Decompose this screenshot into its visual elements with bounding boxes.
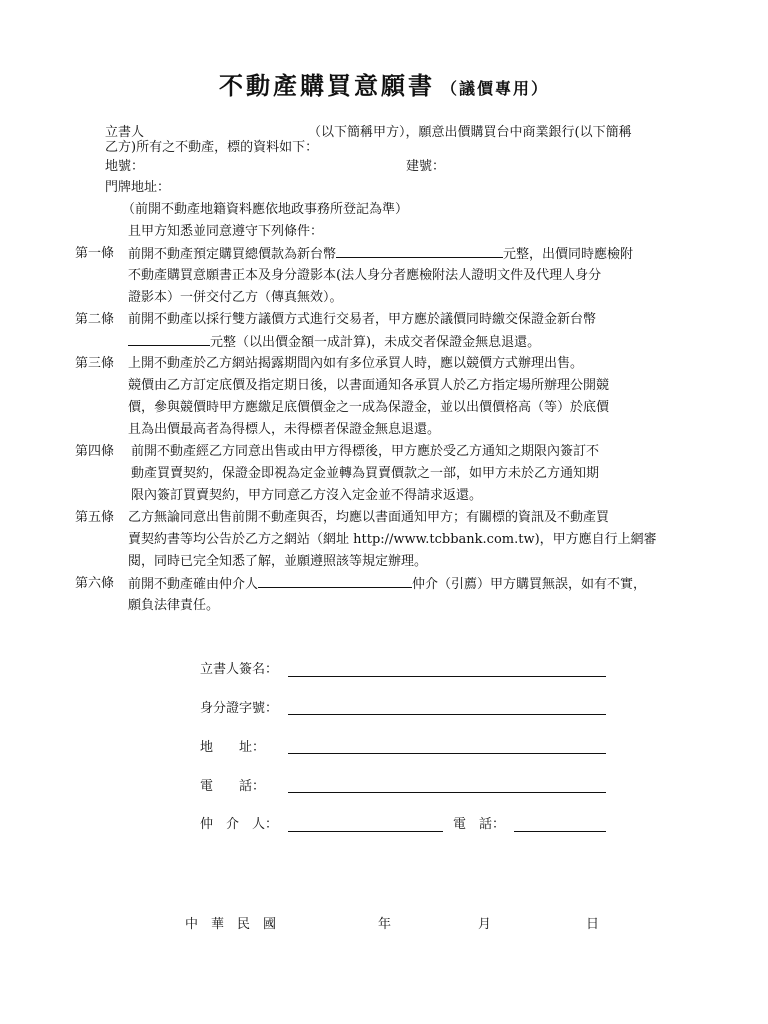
intro-line-1-suffix: （以下簡稱甲方），願意出價購買台中商業銀行(以下簡稱 xyxy=(308,125,632,140)
article-4-line-2: 動產買賣契約，保證金即視為定金並轉為買賣價款之一部，如甲方未於乙方通知期 xyxy=(131,466,600,481)
phone-field[interactable] xyxy=(288,792,606,793)
article-3-line-1: 上開不動產於乙方網站揭露期間內如有多位承買人時，應以競價方式辦理出售。 xyxy=(128,356,584,371)
article-5-line-1: 乙方無論同意出售前開不動產與否，均應以書面通知甲方；有關標的資訊及不動產買 xyxy=(128,510,610,525)
article-6-label: 第六條 xyxy=(75,576,115,591)
article-2-line-2 xyxy=(128,332,540,353)
deposit-blank xyxy=(128,332,210,346)
registry-note: （前開不動產地籍資料應依地政事務所登記為準） xyxy=(122,202,409,217)
article-5-line-3: 閱，同時已完全知悉了解，並願遵照該等規定辦理。 xyxy=(128,554,428,569)
agent-field[interactable] xyxy=(288,831,443,832)
address-sign-field[interactable] xyxy=(288,753,606,754)
date-month: 月 xyxy=(478,917,492,932)
id-number-label: 身分證字號： xyxy=(200,701,279,716)
article-6-text-pre: 前開不動產確由仲介人 xyxy=(128,577,259,592)
article-1-text-post: 元整，出價同時應檢附 xyxy=(503,247,634,262)
article-4-label: 第四條 xyxy=(75,444,115,459)
agent-label: 仲 介 人： xyxy=(200,817,279,832)
article-1-line-1 xyxy=(128,244,633,265)
signer-name-field[interactable] xyxy=(288,676,606,677)
agent-phone-field[interactable] xyxy=(514,831,606,832)
date-year: 年 xyxy=(378,917,392,932)
land-no-label: 地號： xyxy=(105,159,145,174)
article-3-label: 第三條 xyxy=(75,356,115,371)
id-number-field[interactable] xyxy=(288,714,606,715)
document-title xyxy=(0,66,768,101)
article-4-line-1: 前開不動產經乙方同意出售或由甲方得標後，甲方應於受乙方通知之期限內簽訂不 xyxy=(131,444,600,459)
address-sign-label: 地 址： xyxy=(200,740,266,755)
building-no-label: 建號： xyxy=(406,159,446,174)
address-label: 門牌地址： xyxy=(105,180,171,195)
phone-label: 電 話： xyxy=(200,779,266,794)
article-3-line-2: 競價由乙方訂定底價及指定期日後，以書面通知各承買人於乙方指定場所辦理公開競 xyxy=(128,378,610,393)
article-1-line-3: 證影本）一併交付乙方（傳真無效）。 xyxy=(128,290,343,305)
date-era: 中 華 民 國 xyxy=(185,917,277,932)
article-6-text-post: 仲介（引薦）甲方購買無誤，如有不實， xyxy=(412,577,647,592)
intro-signer-label: 立書人 xyxy=(105,125,145,140)
article-1-line-2: 不動產購買意願書正本及身分證影本(法人身分者應檢附法人證明文件及代理人身分 xyxy=(128,268,602,283)
article-3-line-3: 價，參與競價時甲方應繳足底價價金之一成為保證金，並以出價價格高（等）於底價 xyxy=(128,400,610,415)
article-5-line-2: 賣契約書等均公告於乙方之網站（網址 http://www.tcbbank.com.tw)，甲方應自行上網審 xyxy=(128,532,657,547)
article-1-label: 第一條 xyxy=(75,246,115,261)
article-6-line-1 xyxy=(128,574,646,595)
article-2-text-post: 元整（以出價金額一成計算)，未成交者保證金無息退還。 xyxy=(210,335,541,350)
article-5-label: 第五條 xyxy=(75,510,115,525)
agreement-line: 且甲方知悉並同意遵守下列條件： xyxy=(128,224,324,239)
article-4-line-3: 限內簽訂買賣契約，甲方同意乙方沒入定金並不得請求返還。 xyxy=(131,488,483,503)
article-6-line-2: 願負法律責任。 xyxy=(128,598,220,613)
agent-name-blank xyxy=(258,574,412,588)
total-price-blank xyxy=(336,244,503,258)
article-2-line-1: 前開不動產以採行雙方議價方式進行交易者，甲方應於議價同時繳交保證金新台幣 xyxy=(128,312,597,327)
agent-phone-label: 電 話： xyxy=(453,817,506,832)
title-suffix: （議價專用） xyxy=(440,79,549,98)
article-3-line-4: 且為出價最高者為得標人，未得標者保證金無息退還。 xyxy=(128,422,441,437)
date-day: 日 xyxy=(586,917,600,932)
intro-line-2: 乙方)所有之不動產，標的資料如下： xyxy=(105,140,319,155)
signer-name-label: 立書人簽名： xyxy=(200,662,279,677)
article-1-text-pre: 前開不動產預定購買總價款為新台幣 xyxy=(128,247,337,262)
title-main: 不動產購買意願書 xyxy=(218,71,435,100)
article-2-label: 第二條 xyxy=(75,312,115,327)
